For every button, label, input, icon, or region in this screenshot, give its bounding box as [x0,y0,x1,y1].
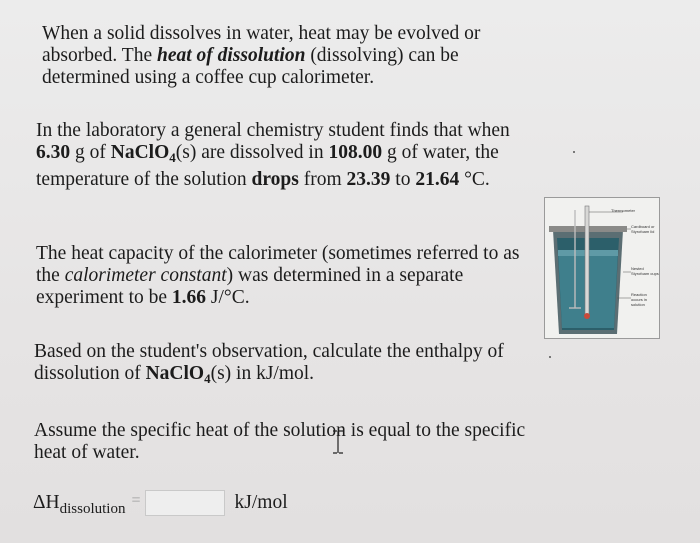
text: °C. [459,169,490,190]
text: g of [70,142,111,163]
text: are dissolved in [196,142,329,163]
experiment-paragraph [36,120,546,191]
thermometer-label: Thermometer [611,208,636,213]
solute-mass: 6.30 [36,142,71,163]
compound-subscript: 4 [204,371,211,386]
calorimeter-diagram [544,197,660,339]
compound-state: (s) [175,142,197,163]
final-temperature: 21.64 [415,169,460,190]
text-cursor-icon [331,430,345,454]
equals-sign: = [131,492,141,509]
task-paragraph [34,341,544,390]
term-heat-of-dissolution: heat of dissolution [156,45,306,66]
text: ) was determined in a separate experiment to be [36,265,464,308]
term-calorimeter-constant: calorimeter constant [64,265,227,286]
calorimeter-constant-value: 1.66 [171,287,207,308]
answer-row [33,486,288,520]
text: When a solid dissolves in water, heat may be evolved or absorbed. The [42,23,481,66]
text: from [298,169,347,190]
text: g of water, the temperature of the solution [36,142,499,190]
initial-temperature: 23.39 [346,169,391,190]
intro-paragraph [42,23,542,89]
calorimeter-paragraph [36,243,536,309]
compound-subscript: 4 [169,150,176,165]
cups-label: Nested Styrofoam cups [631,266,659,276]
answer-label [33,492,126,517]
assumption-paragraph [34,420,534,464]
text: Based on the student's observation, calculate the enthalpy of dissolution of [34,341,504,384]
answer-unit: kJ/mol [234,492,288,513]
text: In the laboratory a general chemistry student finds that when [36,120,510,141]
text: Assume the specific heat of the solution is equal to the specific heat of water. [34,420,526,463]
thermometer-bulb [584,313,590,319]
thermometer [585,206,589,316]
text: (s) in kJ/mol. [210,363,315,384]
compound-formula: NaClO [145,363,205,384]
text: J/°C. [206,287,250,308]
water-mass: 108.00 [328,142,383,163]
stray-dot [549,356,551,358]
delta-h-subscript: dissolution [59,501,126,517]
delta-h-symbol: ΔH [33,492,60,513]
lid-label: Cardboard or Styrofoam lid [631,224,655,234]
text: The heat capacity of the calorimeter (sometimes referred to as the [36,243,520,286]
reaction-label: Reaction occurs in solution [631,292,648,307]
text: to [390,169,416,190]
text: (dissolving) can be determined using a coffee cup calorimeter. [42,45,459,88]
enthalpy-answer-input[interactable] [145,490,225,516]
drops-keyword: drops [251,169,299,190]
compound-formula: NaClO [110,142,170,163]
stray-dot [573,151,575,153]
